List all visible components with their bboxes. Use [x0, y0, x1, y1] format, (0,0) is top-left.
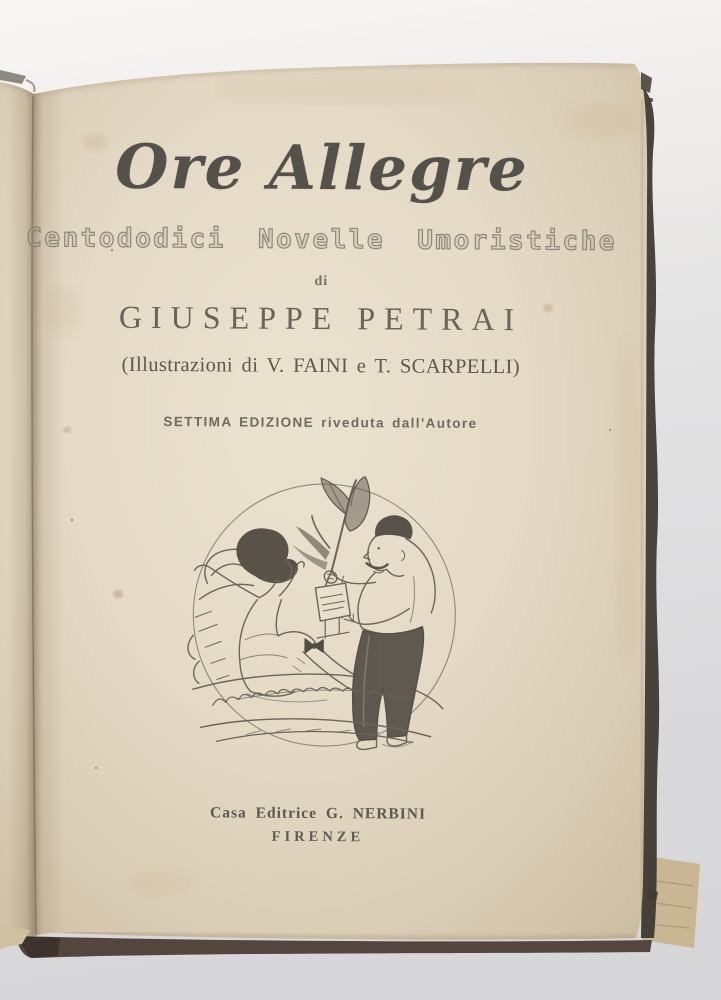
edition-note-rest: riveduta dall'Autore — [314, 414, 478, 431]
book-title: Ore Allegre — [115, 131, 529, 206]
man-with-quill-figure — [323, 516, 435, 750]
small-book — [315, 583, 350, 638]
series-subtitle: Centododici Novelle Umoristiche — [26, 223, 618, 257]
publisher-name: Casa Editrice G. NERBINI — [210, 804, 427, 823]
publisher-city: FIRENZE — [271, 828, 365, 846]
edition-note-emphasis: SETTIMA EDIZIONE — [163, 414, 315, 430]
author-name: GIUSEPPE PETRAI — [118, 298, 524, 338]
title-vignette-illustration — [176, 475, 476, 755]
di-label: di — [314, 273, 329, 290]
edition-note — [4, 413, 636, 432]
illustrators-credit: (Illustrazioni di V. FAINI e T. SCARPELLI) — [121, 353, 521, 379]
